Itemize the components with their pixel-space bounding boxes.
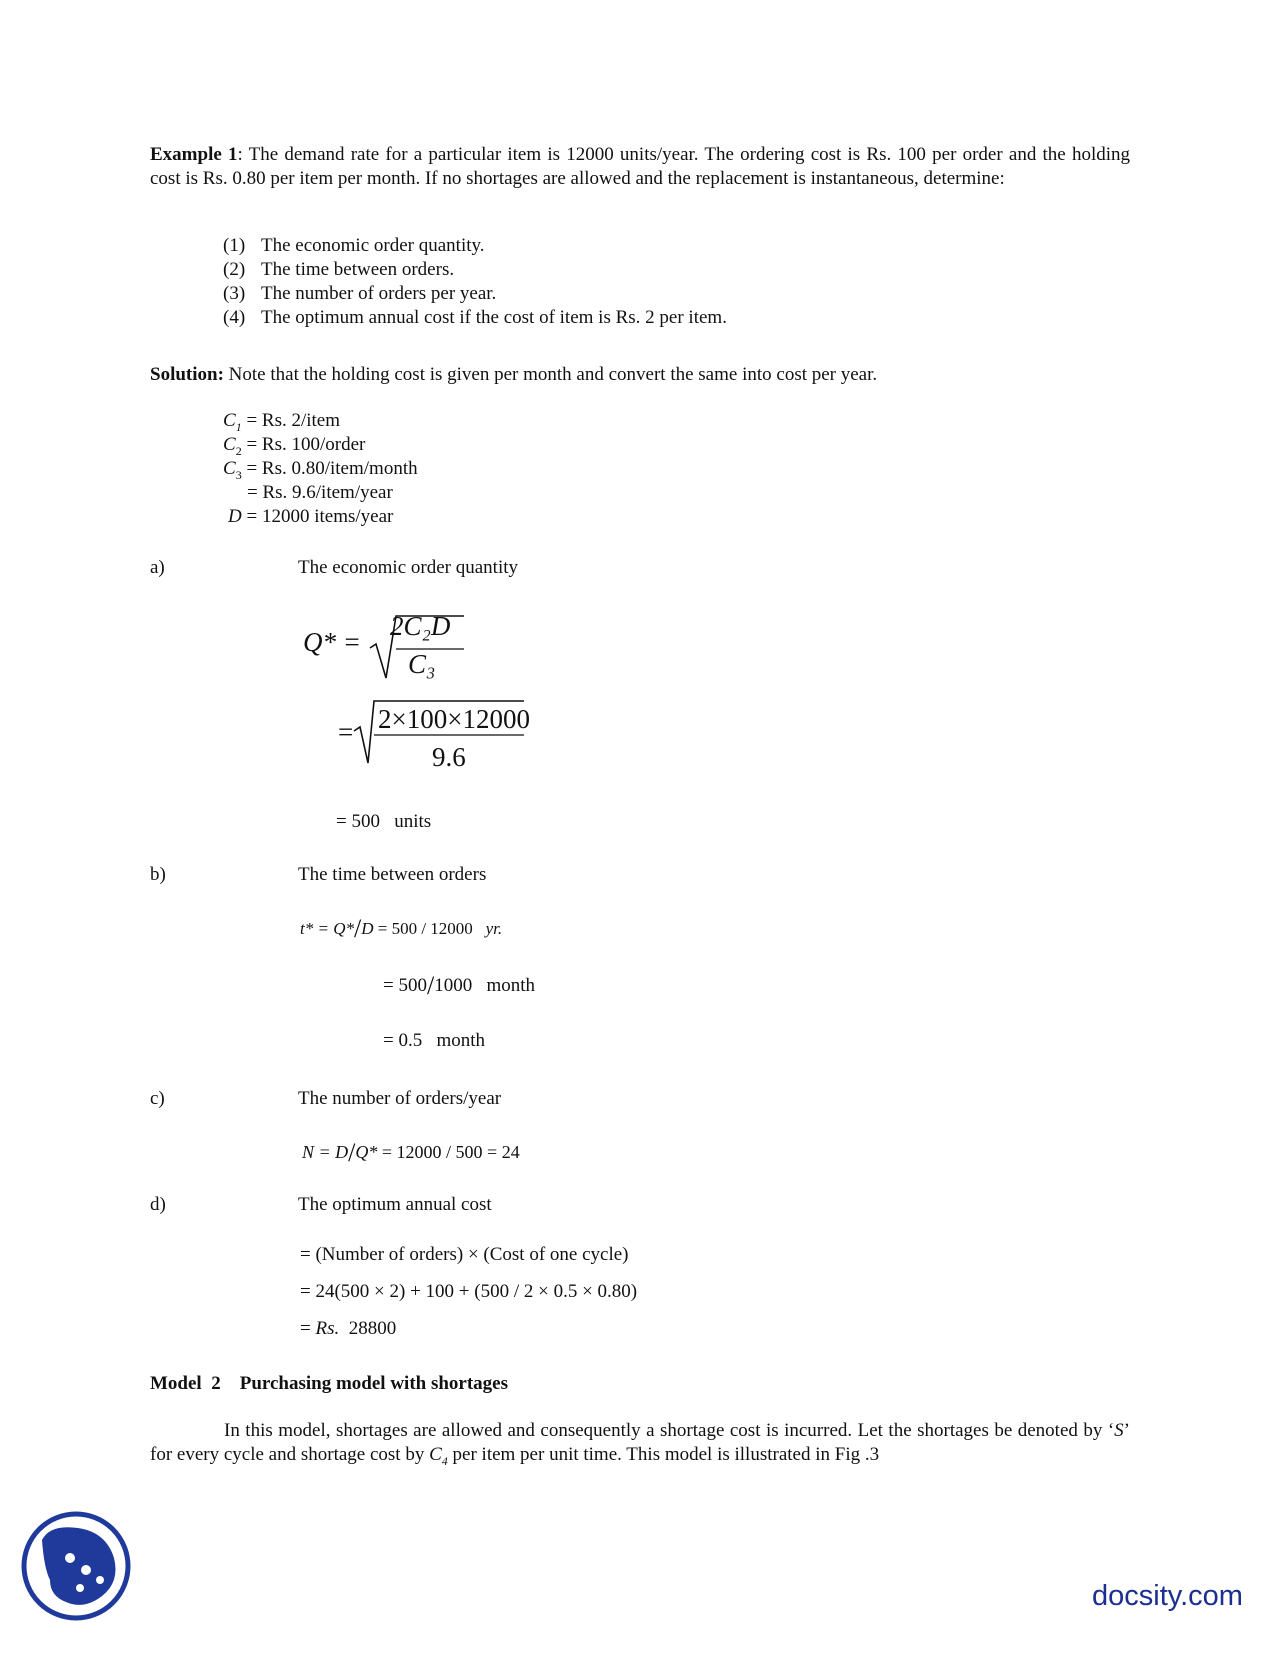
docsity-brand: docsity.com bbox=[1092, 1580, 1243, 1612]
model-paragraph: In this model, shortages are allowed and consequently a shortage cost is incurred. Let the shortages be denoted by ‘S’ for every cycle and shortage cost by $C_4$ per item per unit time. This model is illustrated in Fig .3 bbox=[150, 1420, 1130, 1468]
model-title: Model 2 Purchasing model with shortages bbox=[150, 1373, 509, 1394]
given-c3-year: = Rs. 9.6/item/year bbox=[247, 482, 393, 503]
part-d-heading: The optimum annual cost bbox=[298, 1194, 492, 1215]
eoq-denominator-values: 9.6 bbox=[432, 742, 466, 772]
part-a-heading: The economic order quantity bbox=[298, 557, 519, 578]
part-a-label: a) bbox=[150, 557, 165, 578]
list-item: (2) The time between orders. bbox=[223, 259, 455, 280]
cost-line-3: = Rs. 28800 bbox=[300, 1318, 397, 1339]
orders-formula: N = D/Q* = 12000 / 500 = 24 bbox=[302, 1138, 520, 1167]
solution-line bbox=[150, 363, 877, 387]
part-b-heading: The time between orders bbox=[298, 864, 487, 885]
part-d-label: d) bbox=[150, 1194, 166, 1215]
cost-line-2: = 24(500 × 2) + 100 + (500 / 2 × 0.5 × 0.80) bbox=[300, 1281, 638, 1302]
list-item: (1) The economic order quantity. bbox=[223, 235, 485, 256]
docsity-logo-icon bbox=[20, 1510, 132, 1622]
eoq-denominator: C₃ bbox=[408, 649, 436, 679]
cost-line-1: = (Number of orders) × (Cost of one cycle) bbox=[300, 1244, 629, 1265]
task-list bbox=[223, 234, 727, 330]
time-line-2: = 500/1000 month bbox=[383, 971, 536, 1000]
given-c3: $C_3 = Rs$. 0.80/item/month bbox=[223, 458, 418, 482]
part-c-heading: The number of orders/year bbox=[298, 1088, 502, 1109]
eoq-lhs: Q* = bbox=[303, 627, 361, 657]
list-item: (4) The optimum annual cost if the cost of item is Rs. 2 per item. bbox=[223, 307, 727, 328]
eoq-result: = 500 units bbox=[336, 811, 432, 832]
part-b-label: b) bbox=[150, 864, 166, 885]
solution-label: Solution: bbox=[150, 364, 224, 385]
given-c2: $C_2 = Rs$. 100/order bbox=[223, 434, 366, 458]
given-d: D = 12000 items/year bbox=[228, 506, 394, 527]
given-c1: $C_1 = Rs$. 2/item bbox=[223, 410, 341, 434]
time-line-3: = 0.5 month bbox=[383, 1030, 486, 1051]
list-item: (3) The number of orders per year. bbox=[223, 283, 497, 304]
solution-text: Note that the holding cost is given per month and convert the same into cost per year. bbox=[223, 364, 878, 385]
part-c-label: c) bbox=[150, 1088, 165, 1109]
example-text: : The demand rate for a particular item is 12000 units/year. The ordering cost is Rs. 100 per order and the holding cost is Rs. 0.80 per item per month. If no shortages are allowed and the replacement is instantaneous, determine: bbox=[150, 144, 1130, 189]
example-label: Example 1 bbox=[150, 144, 238, 165]
eoq-equals: = bbox=[338, 717, 354, 747]
time-line-1: t* = Q*/D = 500 / 12000 yr. bbox=[300, 914, 503, 943]
example-paragraph bbox=[150, 143, 1130, 191]
eoq-numerator: 2C₂D bbox=[390, 611, 451, 641]
eoq-numerator-values: 2×100×12000 bbox=[378, 704, 530, 734]
